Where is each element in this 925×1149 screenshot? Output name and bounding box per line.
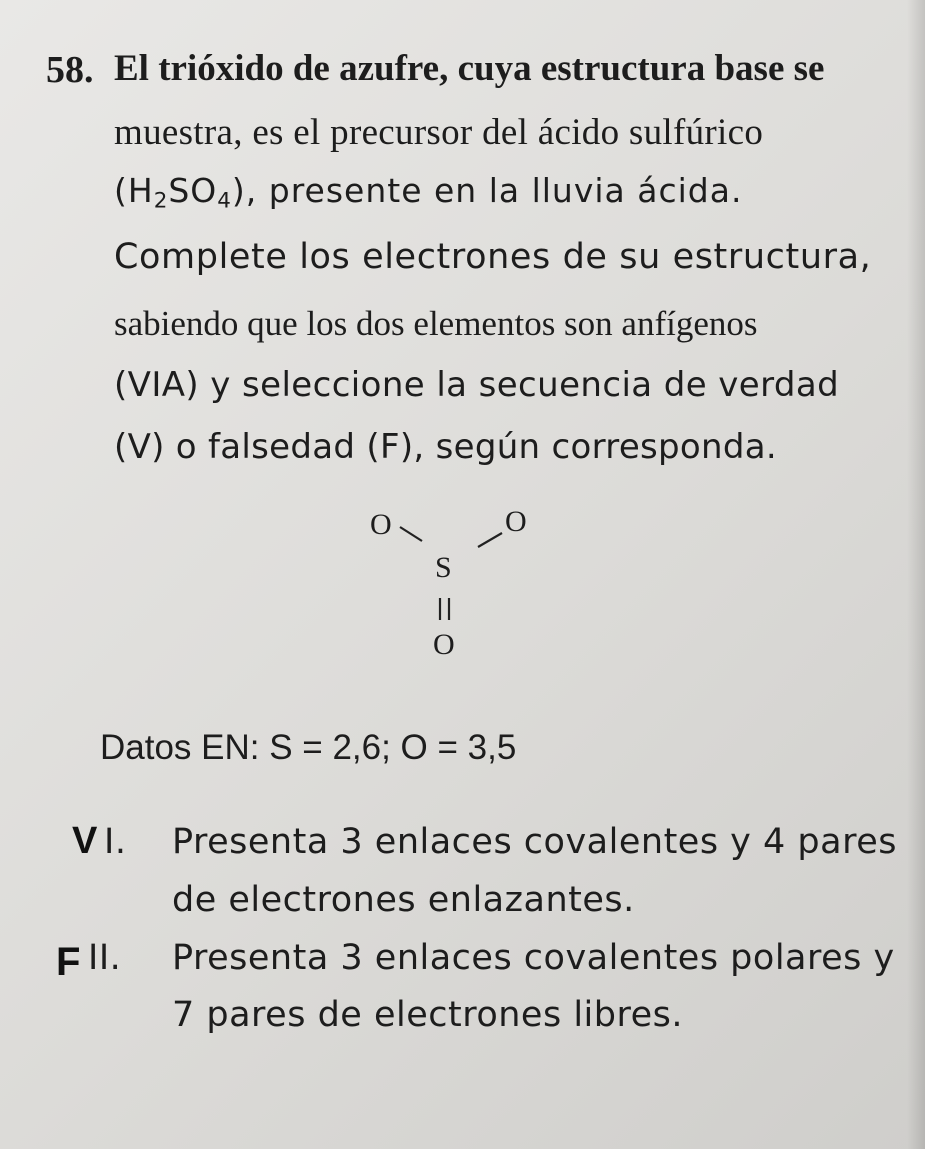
- option-2-line-2: 7 pares de electrones libres.: [172, 995, 683, 1035]
- question-line-5: (VIA) y seleccione la secuencia de verdad: [114, 365, 840, 405]
- formula-open: (H: [114, 171, 154, 210]
- option-1-line-2: de electrones enlazantes.: [172, 880, 635, 920]
- question-number: 58.: [46, 49, 94, 91]
- option-numeral-2: II.: [88, 938, 122, 978]
- question-line-6: (V) o falsedad (F), según corresponda.: [114, 427, 778, 467]
- option-numeral-1: I.: [104, 822, 127, 862]
- bond-lines: [360, 505, 560, 675]
- formula-close: ), presente en la lluvia ácida.: [231, 171, 743, 210]
- atom-oxygen-left: O: [370, 508, 392, 541]
- formula-line: [114, 171, 743, 214]
- bond-single-left: [400, 527, 422, 541]
- formula-sub-4: 4: [217, 188, 232, 214]
- atom-oxygen-right: O: [505, 505, 527, 538]
- question-line-3: Complete los electrones de su estructura,: [114, 237, 872, 277]
- atom-sulfur: S: [435, 551, 452, 584]
- formula-sub-2: 2: [153, 188, 169, 214]
- handwritten-mark-true: V: [72, 820, 98, 862]
- sulfur-trioxide-structure: [360, 505, 560, 675]
- handwritten-mark-false: F: [56, 940, 81, 984]
- bond-single-right: [478, 533, 502, 547]
- page-edge-shadow: [907, 0, 925, 1149]
- formula-mid: SO: [168, 171, 218, 210]
- electronegativity-data: Datos EN: S = 2,6; O = 3,5: [100, 728, 517, 767]
- option-1-line-1: Presenta 3 enlaces covalentes y 4 pares: [172, 822, 897, 862]
- question-line-4: sabiendo que los dos elementos son anfígenos: [114, 304, 758, 343]
- question-line-1: El trióxido de azufre, cuya estructura base se: [114, 48, 825, 89]
- question-line-2: muestra, es el precursor del ácido sulfúrico: [114, 112, 764, 153]
- atom-oxygen-bottom: O: [433, 628, 455, 661]
- option-2-line-1: Presenta 3 enlaces covalentes polares y: [172, 938, 895, 978]
